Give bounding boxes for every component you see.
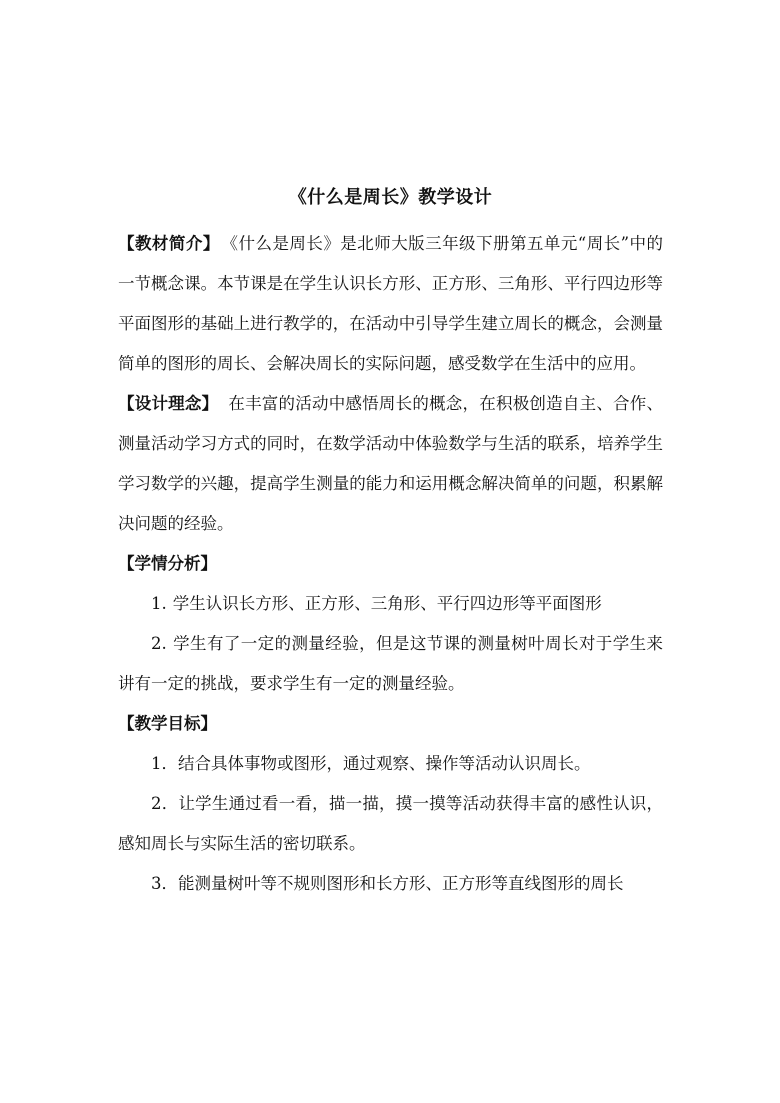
analysis-item-number: 1.	[151, 594, 167, 613]
intro-heading: 【教材简介】	[118, 234, 220, 253]
document-title: 《什么是周长》教学设计	[288, 187, 493, 208]
analysis-item-number: 2.	[151, 634, 167, 653]
analysis-item-text: 学生认识长方形、正方形、三角形、平行四边形等平面图形	[172, 594, 602, 613]
concept-paragraph	[118, 384, 663, 544]
concept-heading: 【设计理念】	[118, 394, 219, 413]
goal-item-number: 2．	[151, 794, 179, 813]
analysis-item	[118, 624, 663, 704]
goal-item-number: 3．	[151, 874, 178, 893]
goal-item	[118, 784, 663, 864]
goal-item-text: 让学生通过看一看，描一描，摸一摸等活动获得丰富的感性认识，感知周长与实际生活的密切联系。	[118, 794, 664, 853]
goal-item	[118, 864, 663, 904]
analysis-heading: 【学情分析】	[118, 554, 217, 573]
analysis-item-text: 学生有了一定的测量经验，但是这节课的测量树叶周长对于学生来讲有一定的挑战，要求学生有一定的测量经验。	[118, 634, 663, 693]
goal-item-text: 结合具体事物或图形，通过观察、操作等活动认识周长。	[178, 754, 591, 773]
goal-item-number: 1．	[151, 754, 178, 773]
goal-item-text: 能测量树叶等不规则图形和长方形、正方形等直线图形的周长	[178, 874, 624, 893]
goals-heading: 【教学目标】	[118, 714, 217, 733]
intro-paragraph	[118, 224, 663, 384]
goal-item	[118, 744, 663, 784]
document-body	[118, 178, 663, 904]
intro-text: 《什么是周长》是北师大版三年级下册第五单元“周长”中的一节概念课。本节课是在学生认识长方形、正方形、三角形、平行四边形等平面图形的基础上进行教学的，在活动中引导学生建立周长的概念，会测量简单的图形的周长、会解决周长的实际问题，感受数学在生活中的应用。	[118, 234, 664, 373]
concept-text: 在丰富的活动中感悟周长的概念，在积极创造自主、合作、测量活动学习方式的同时，在数学活动中体验数学与生活的联系，培养学生学习数学的兴趣，提高学生测量的能力和运用概念解决简单的问题，积累解决问题的经验。	[118, 394, 664, 533]
analysis-item	[118, 584, 663, 624]
